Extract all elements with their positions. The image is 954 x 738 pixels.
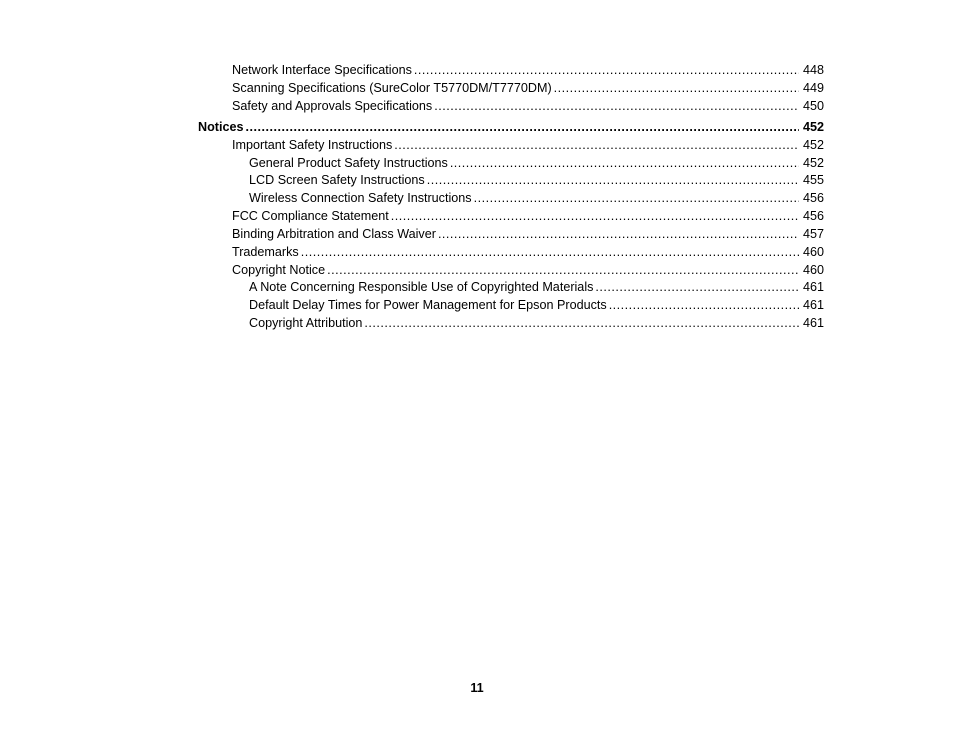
toc-dot-leader (391, 207, 799, 225)
toc-entry-responsible-use-copyrighted-materials[interactable] (249, 278, 824, 296)
toc-entry-copyright-attribution[interactable] (249, 314, 824, 332)
toc-dot-leader (427, 171, 799, 189)
toc-entry-page: 460 (802, 245, 824, 259)
toc-entry-general-product-safety-instructions[interactable] (249, 154, 824, 172)
toc-dot-leader (609, 296, 799, 314)
toc-entry-default-delay-times[interactable] (249, 296, 824, 314)
toc-entry-title: FCC Compliance Statement (232, 209, 389, 223)
toc-entry-page: 456 (802, 209, 824, 223)
toc-entry-title: Copyright Notice (232, 263, 326, 277)
toc-dot-leader (327, 261, 799, 279)
toc-entry-scanning-specifications[interactable] (232, 79, 824, 97)
toc-entry-title: Safety and Approvals Specifications (232, 99, 433, 113)
toc-entry-page: 449 (802, 81, 824, 95)
toc-entry-notices[interactable] (198, 118, 824, 136)
toc-entry-title: Important Safety Instructions (232, 138, 393, 152)
toc-entry-important-safety-instructions[interactable] (232, 136, 824, 154)
toc-dot-leader (474, 189, 799, 207)
toc-entry-page: 448 (802, 63, 824, 77)
toc-entry-binding-arbitration-and-class-waiver[interactable] (232, 225, 824, 243)
toc-entry-safety-and-approvals-specifications[interactable] (232, 97, 824, 115)
toc-entry-title: Network Interface Specifications (232, 63, 412, 77)
toc-entry-page: 456 (802, 191, 824, 205)
toc-entry-page: 461 (802, 316, 824, 330)
toc-entry-copyright-notice[interactable] (232, 261, 824, 279)
toc-entry-page: 452 (802, 138, 824, 152)
toc-entry-network-interface-specifications[interactable] (232, 61, 824, 79)
toc-dot-leader (301, 243, 799, 261)
toc-dot-leader (394, 136, 799, 154)
toc-entry-page: 461 (802, 280, 824, 294)
page-number: 11 (470, 681, 484, 695)
toc-entry-title: General Product Safety Instructions (249, 156, 448, 170)
toc-entry-wireless-connection-safety-instructions[interactable] (249, 189, 824, 207)
toc-entry-page: 455 (802, 173, 824, 187)
toc-dot-leader (554, 79, 799, 97)
toc-dot-leader (364, 314, 799, 332)
toc-dot-leader (595, 278, 799, 296)
toc-entry-title: Copyright Attribution (249, 316, 363, 330)
toc-entry-trademarks[interactable] (232, 243, 824, 261)
toc-entry-page: 457 (802, 227, 824, 241)
toc-entry-title: Trademarks (232, 245, 299, 259)
toc-entry-title: A Note Concerning Responsible Use of Copyrighted Materials (249, 280, 594, 294)
toc-entry-page: 461 (802, 298, 824, 312)
toc-entry-title: Notices (198, 120, 244, 134)
toc-dot-leader (438, 225, 799, 243)
toc-entry-title: Binding Arbitration and Class Waiver (232, 227, 436, 241)
toc-entry-page: 460 (802, 263, 824, 277)
toc-entry-title: Wireless Connection Safety Instructions (249, 191, 472, 205)
toc-entry-title: Default Delay Times for Power Management for Epson Products (249, 298, 607, 312)
toc-entry-page: 452 (802, 156, 824, 170)
toc-entry-fcc-compliance-statement[interactable] (232, 207, 824, 225)
toc-dot-leader (414, 61, 799, 79)
toc-entry-title: Scanning Specifications (SureColor T5770DM/T7770DM) (232, 81, 552, 95)
toc-dot-leader (246, 118, 799, 136)
toc-entry-page: 452 (802, 120, 824, 134)
toc-dot-leader (434, 97, 799, 115)
toc-entry-page: 450 (802, 99, 824, 113)
toc-entry-lcd-screen-safety-instructions[interactable] (249, 171, 824, 189)
toc-dot-leader (450, 154, 799, 172)
toc-entry-title: LCD Screen Safety Instructions (249, 173, 425, 187)
